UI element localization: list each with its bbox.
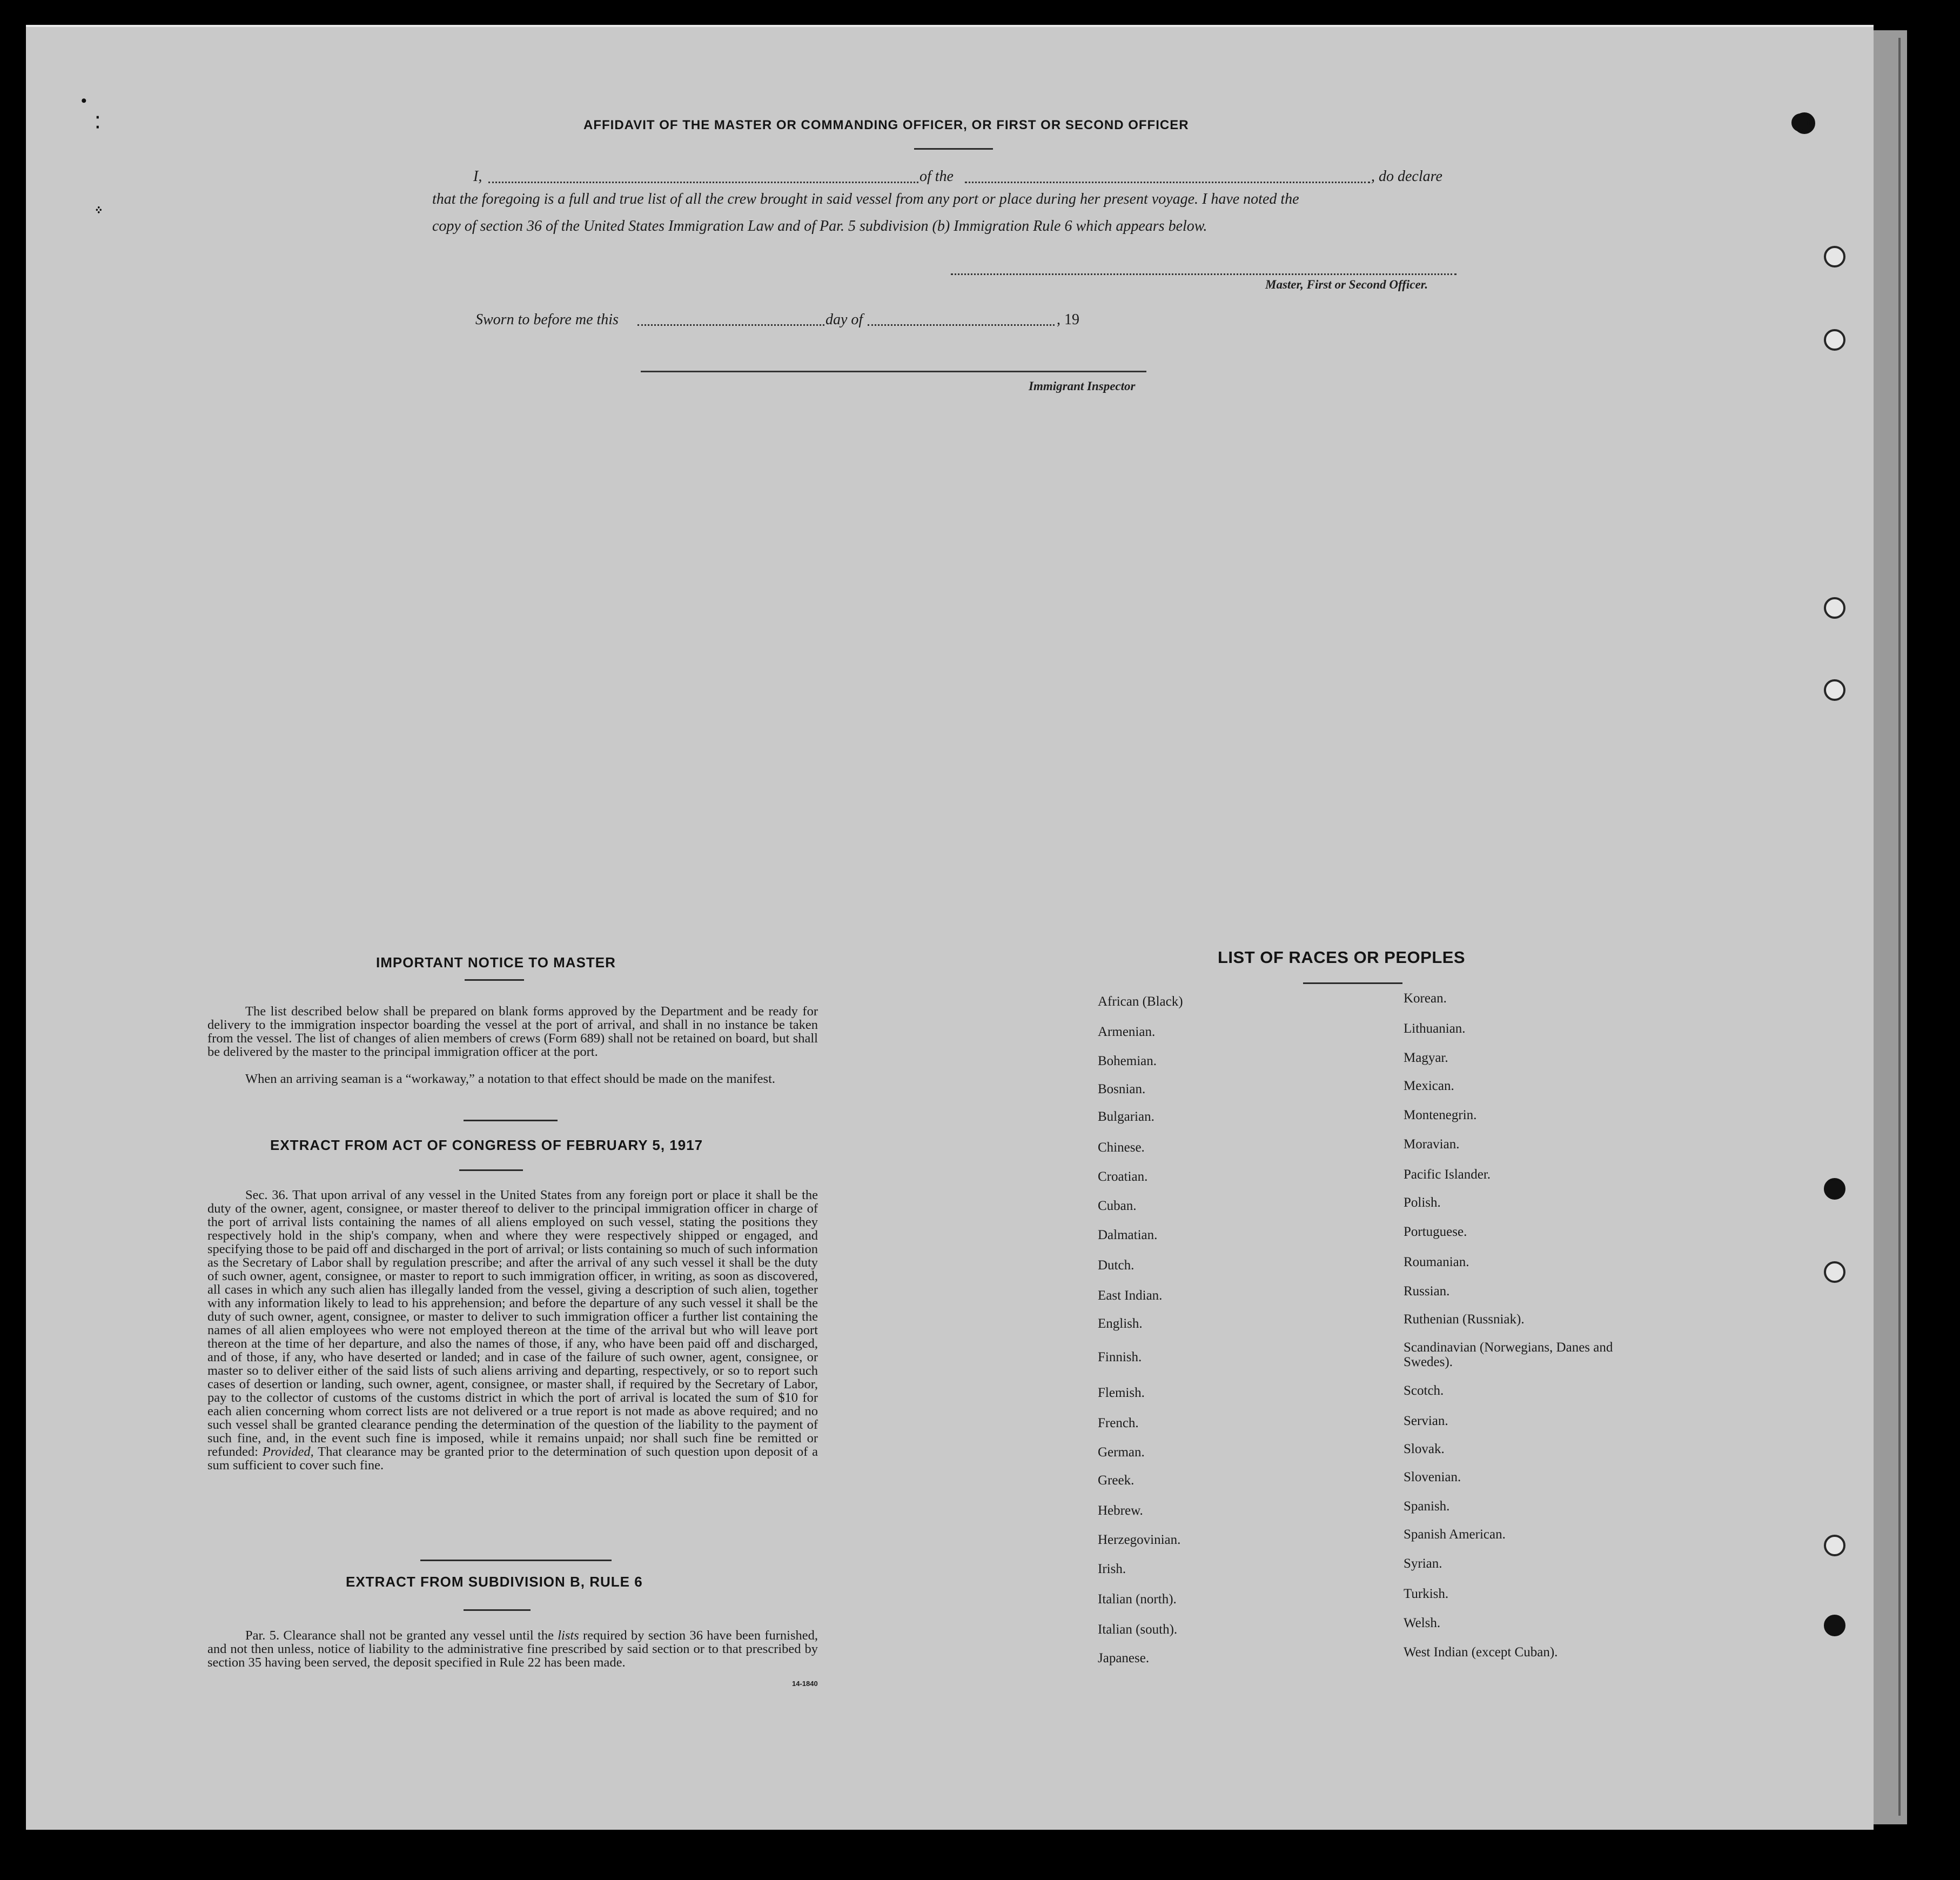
race-item: Welsh. — [1404, 1616, 1441, 1630]
master-signature-label: Master, First or Second Officer. — [1265, 278, 1428, 291]
race-item: French. — [1098, 1416, 1139, 1430]
sworn-day-of: day of — [825, 311, 863, 328]
race-item: Bohemian. — [1098, 1054, 1157, 1068]
race-item: Magyar. — [1404, 1051, 1448, 1065]
race-item: Japanese. — [1098, 1651, 1150, 1665]
race-item: Scotch. — [1404, 1383, 1444, 1398]
sworn-prefix: Sworn to before me this — [475, 311, 619, 328]
punch-hole — [1824, 679, 1845, 701]
act-title: EXTRACT FROM ACT OF CONGRESS OF FEBRUARY 5, 1917 — [270, 1137, 703, 1153]
act-section-label: Sec. 36. — [245, 1188, 288, 1202]
race-item: Italian (north). — [1098, 1592, 1177, 1607]
race-item: Mexican. — [1404, 1079, 1454, 1093]
race-item: Italian (south). — [1098, 1622, 1178, 1637]
race-item: Polish. — [1404, 1195, 1441, 1210]
act-section-36 — [207, 1188, 818, 1472]
act-title-rule — [459, 1169, 523, 1171]
sworn-day-fill — [637, 324, 824, 326]
race-item: Spanish American. — [1404, 1527, 1506, 1542]
race-item: Pacific Islander. — [1404, 1167, 1491, 1182]
punch-hole — [1824, 246, 1845, 267]
notice-paragraph-2: When an arriving seaman is a “workaway,” a notation to that effect should be made on the manifest. — [245, 1072, 776, 1086]
race-item: Portuguese. — [1404, 1225, 1467, 1239]
inspector-label: Immigrant Inspector — [1029, 379, 1136, 393]
race-item: Herzegovinian. — [1098, 1533, 1181, 1547]
rule-paragraph-5: Par. 5. Clearance shall not be granted any vessel until the lists required by section 36 have been furnished, and not then unless, notice of liability to the administrative fine prescribed by said section or to that prescribed by section 35 having been served, the deposit specified in Rule 22 has been made. — [207, 1628, 818, 1670]
race-item: Irish. — [1098, 1562, 1126, 1576]
affidavit-line-2: that the foregoing is a full and true list of all the crew brought in said vessel from any port or place during her present voyage. I have noted the — [432, 191, 1299, 208]
master-signature-line — [951, 273, 1456, 275]
punch-hole — [1824, 329, 1845, 351]
act-section-end: That clearance may be granted prior to the determination of such question upon deposit of a sum sufficient to cover such fine. — [207, 1444, 818, 1473]
race-item: Bosnian. — [1098, 1082, 1146, 1096]
document-sheet — [26, 25, 1874, 1830]
race-item: Roumanian. — [1404, 1255, 1469, 1269]
race-item: Dalmatian. — [1098, 1228, 1158, 1242]
race-item: West Indian (except Cuban). — [1404, 1645, 1558, 1660]
margin-marks: ᠅ — [93, 204, 102, 217]
race-item: Bulgarian. — [1098, 1109, 1154, 1124]
race-item: Armenian. — [1098, 1025, 1156, 1039]
vessel-fill-line — [965, 182, 1370, 183]
punch-hole — [1791, 113, 1810, 132]
punch-hole — [1824, 597, 1845, 619]
race-item: Turkish. — [1404, 1587, 1449, 1601]
race-item: Cuban. — [1098, 1199, 1137, 1213]
race-item: Greek. — [1098, 1473, 1135, 1488]
race-item: Russian. — [1404, 1284, 1450, 1299]
race-item: Korean. — [1404, 991, 1447, 1006]
act-end-rule — [420, 1560, 612, 1561]
affidavit-i: I, — [473, 168, 482, 185]
sworn-month-fill — [868, 324, 1055, 326]
punch-hole — [1824, 1535, 1845, 1556]
margin-marks: ⁚ — [95, 114, 100, 132]
race-item: East Indian. — [1098, 1288, 1163, 1303]
punch-hole — [1824, 1261, 1845, 1283]
race-item: Flemish. — [1098, 1386, 1145, 1400]
name-fill-line — [488, 182, 918, 183]
race-item: Spanish. — [1404, 1499, 1450, 1514]
race-item: Ruthenian (Russniak). — [1404, 1312, 1525, 1327]
affidavit-title: AFFIDAVIT OF THE MASTER OR COMMANDING OFFICER, OR FIRST OR SECOND OFFICER — [583, 118, 1189, 132]
affidavit-line-3: copy of section 36 of the United States Immigration Law and of Par. 5 subdivision (b) Immigration Rule 6 which appears below. — [432, 218, 1207, 235]
race-item: Chinese. — [1098, 1140, 1145, 1155]
races-title-rule — [1303, 982, 1402, 984]
affidavit-declare: , do declare — [1371, 168, 1442, 185]
rule-title: EXTRACT FROM SUBDIVISION B, RULE 6 — [346, 1574, 643, 1590]
inspector-signature-line — [641, 371, 1146, 372]
race-item: Lithuanian. — [1404, 1021, 1466, 1036]
sworn-year: , 19 — [1057, 311, 1079, 328]
race-item: German. — [1098, 1445, 1145, 1460]
race-item: Croatian. — [1098, 1169, 1148, 1184]
binding-strip — [1874, 30, 1907, 1824]
punch-hole — [1824, 1615, 1845, 1636]
race-item: Dutch. — [1098, 1258, 1135, 1273]
races-title: LIST OF RACES OR PEOPLES — [1218, 948, 1466, 967]
rule-lists: lists — [558, 1628, 579, 1643]
affidavit-title-rule — [914, 148, 993, 150]
race-item: Slovak. — [1404, 1442, 1445, 1456]
notice-end-rule — [464, 1120, 558, 1121]
margin-marks: • — [81, 92, 87, 110]
notice-title-rule — [465, 979, 524, 981]
rule-title-rule — [464, 1609, 531, 1611]
act-section-text: That upon arrival of any vessel in the United States from any foreign port or place it shall be the duty of the owner, agent, consignee, or master thereof to deliver to the principal immigration officer in charge of the port of arrival lists containing the names of all aliens employed on such vessel, stating the positions they respectively hold in the ship's company, when and where they were respectively shipped or engaged, and specifying those to be paid off and discharged in the port of arrival; or lists containing so much of such information as the Secretary of Labor shall by regulation prescribe; and after the arrival of any such vessel it shall be the duty of such owner, agent, consignee, or master to report to such immigration officer, in writing, as soon as discovered, all cases in which any such alien has illegally landed from the vessel, giving a description of such alien, together with any information likely to lead to his apprehension; and before the departure of any such vessel it shall be the duty of such owner, agent, consignee, or master to deliver to such immigration officer a further list containing the names of all alien employees who were not employed thereon at the time of the arrival but who will leave port thereon at the time of her departure, and also the names of those, if any, who have been paid off and discharged, and of those, if any, who have deserted or landed; and in case of the failure of such owner, agent, consignee, or master so to deliver either of the said lists of such aliens arriving and departing, respectively, or so to report such cases of desertion or landing, such owner, agent, consignee, or master shall, if required by the Secretary of Labor, pay to the collector of customs of the customs district in which the port of arrival is located the sum of $10 for each alien concerning whom correct lists are not delivered or a true report is not made as above required; and no such vessel shall be granted clearance pending the determination of the question of the liability to the payment of such fine, and, in the event such fine is imposed, while it remains unpaid; nor shall such fine be remitted or refunded: — [207, 1188, 818, 1459]
race-item: Slovenian. — [1404, 1470, 1461, 1484]
form-number: 14-1840 — [792, 1680, 818, 1688]
race-item: Finnish. — [1098, 1350, 1142, 1364]
affidavit-of-the: of the — [919, 168, 954, 185]
race-item: Hebrew. — [1098, 1503, 1143, 1518]
act-provided: Provided, — [262, 1444, 314, 1459]
race-item: Syrian. — [1404, 1556, 1442, 1571]
race-item: Montenegrin. — [1404, 1108, 1477, 1122]
punch-hole — [1824, 1178, 1845, 1200]
notice-title: IMPORTANT NOTICE TO MASTER — [376, 954, 616, 971]
race-item: African (Black) — [1098, 994, 1183, 1009]
race-item: Moravian. — [1404, 1137, 1460, 1152]
race-item: Servian. — [1404, 1414, 1448, 1428]
binding-edge — [1898, 38, 1901, 1816]
notice-paragraph-1: The list described below shall be prepared on blank forms approved by the Department and be ready for delivery to the immigration inspector boarding the vessel at the port of arrival, and shall in no instance be taken from the vessel. The list of changes of alien members of crews (Form 689) shall not be retained on board, but shall be delivered by the master to the principal immigration officer at the port. — [207, 1004, 818, 1059]
race-item: English. — [1098, 1316, 1143, 1331]
race-item: Scandinavian (Norwegians, Danes and Swedes). — [1404, 1340, 1613, 1369]
